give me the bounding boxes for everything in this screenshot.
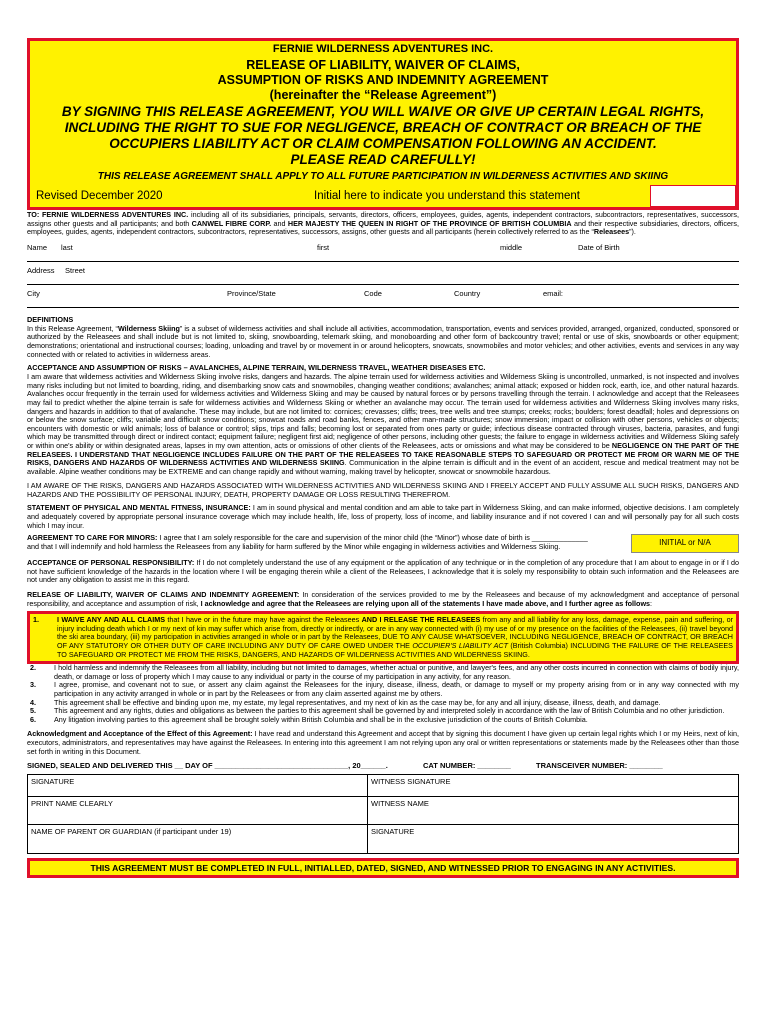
to-block bbox=[27, 211, 739, 237]
header-box bbox=[27, 38, 739, 210]
fitness-title: STATEMENT OF PHYSICAL AND MENTAL FITNESS, INSURANCE: bbox=[27, 503, 251, 513]
address-label: Address bbox=[27, 265, 55, 275]
to-text-1: including all of its subsidiaries, principals, servants, directors, officers, employees, guides, agents, independent contractors, subcontractors, representatives, successors, assigns other guests and all participants; and both bbox=[27, 210, 739, 228]
email-label: email: bbox=[543, 288, 564, 298]
list-item bbox=[30, 716, 739, 725]
warning-line-1: BY SIGNING THIS RELEASE AGREEMENT, YOU WILL WAIVE OR GIVE UP CERTAIN LEGAL RIGHTS, bbox=[61, 104, 705, 119]
warning-line-4: PLEASE READ CAREFULLY! bbox=[290, 152, 476, 167]
company-name: FERNIE WILDERNESS ADVENTURES INC. bbox=[272, 43, 494, 55]
to-canwel: CANWEL FIBRE CORP. bbox=[191, 218, 272, 228]
title-line-3: (hereinafter the “Release Agreement”) bbox=[269, 88, 497, 102]
future-note: THIS RELEASE AGREEMENT SHALL APPLY TO ALL FUTURE PARTICIPATION IN WILDERNESS ACTIVITIES AND SKIING bbox=[97, 171, 669, 182]
last-label: last bbox=[61, 242, 73, 252]
acc-tail: . Communication in the alpine terrain is difficult and in the event of an accident, rescue and medical treatment may not be available. Alpine weather conditions may be EXTREME and can change rapidly and without warning, making travel by helicopter, snowcat or snowmobile hazardous. bbox=[27, 458, 739, 476]
def-term: Wilderness Skiing bbox=[117, 323, 180, 333]
city-row[interactable] bbox=[27, 285, 739, 308]
name-row[interactable] bbox=[27, 239, 739, 262]
definitions-text bbox=[27, 325, 739, 359]
release-bold: I acknowledge and agree that the Releasees are relying upon all of the statements I have made above, and I further agree as follows bbox=[200, 598, 651, 608]
country-label: Country bbox=[454, 288, 481, 298]
item-text: This agreement and any rights, duties and obligations as between the parties to this agreement shall be governed by and interpreted solely in accordance with the law of British Columbia and no other jurisdiction. bbox=[54, 706, 725, 716]
def-post: ” is a subset of wilderness activities and shall include all activities, accommodation, transportation, events and services provided, arranged, organized, conducted, sponsored or authorized by the Releasees and shall include but is not limited to, skiing, snowboarding, telemark skiing, and monoboarding and other form of backcountry travel; rental or use of skis, snowboards or other equipment; demonstrations; orientational and instructional courses; loading, unloading and travel by or movement in or around helicopters, snowcats, snowmobiles and motor vehicles; and other activities, events and services in any way connected with or related to activities in wilderness areas. bbox=[27, 323, 739, 359]
item-text bbox=[57, 616, 733, 659]
release-body: In consideration of the services provided to me by the Releasees and because of my acknowledgment and acceptance of personal responsibility, and acceptance and assumption of risk, bbox=[27, 590, 740, 608]
item-bold: I WAIVE ANY AND ALL CLAIMS bbox=[57, 615, 166, 625]
signature-field[interactable]: SIGNATURE bbox=[28, 775, 368, 796]
item-number: 3. bbox=[30, 680, 36, 690]
ack-body: I have read and understand this Agreement and accept that by signing this document I have given up certain legal rights which I or my Heirs, next of kin, executors, administrators, and representatives may have against the Releasees. In entering into this agreement I am not relying upon any oral or written representations or statements made by the Releasees other than those set forth in writing in this Document. bbox=[27, 729, 740, 756]
terms-list bbox=[27, 664, 739, 724]
cat-number[interactable]: CAT NUMBER: ________ bbox=[423, 761, 511, 771]
minors-title: AGREEMENT TO CARE FOR MINORS: bbox=[27, 533, 158, 543]
minors-text bbox=[27, 534, 623, 553]
name-label: Name bbox=[27, 242, 48, 252]
item-text-2: from any and all liability for any loss, damage, expense, pain and suffering, or injury including death which I or my next of kin may suffer which arise from, directly or indirectly, or are in any way connected with (i) my use of or my presence on the facilities of the Releasees, (ii) travel beyond the ski area boundary, (iii) my participation in activities arranged in whole or in part by the Releasees, DUE TO ANY CAUSE WHATSOEVER, INCLUDING NEGLIGENCE, BREACH OF CONTRACT, OR BREACH OF ANY STATUTORY OR OTHER DUTY OF CARE INCLUDING ANY DUTY OF CARE OWED UNDER THE bbox=[57, 615, 734, 650]
personal-body: If I do not completely understand the use of any equipment or the application of any technique or in the completion of any procedure that I am about to engage in or if I do not have sufficient knowledge of the hazards in the location where I will be engaging therein while a client of the Releasees, I acknowledge that it is solely my responsibility to obtain such information and the Releasees are not under any obligation to assist me in this regard. bbox=[27, 558, 740, 585]
acceptance-text bbox=[27, 373, 739, 476]
signed-date[interactable]: SIGNED, SEALED AND DELIVERED THIS __ DAY OF ________________________________, 20______. bbox=[27, 761, 388, 771]
fitness-text bbox=[27, 504, 739, 530]
acc-bold: NEGLIGENCE ON THE PART OF THE RELEASEES. I UNDERSTAND THAT NEGLIGENCE INCLUDES FAILURE ON THE PART OF THE RELEASEES TO TAKE REASONABLE STEPS TO SAFEGUARD OR PROTECT ME FROM OR WARN ME OF THE RISKS, DANGERS AND HAZARDS OF WILDERNESS ACTIVITIES AND WILDERNESS SKIING bbox=[27, 440, 739, 468]
definitions-title: DEFINITIONS bbox=[27, 314, 74, 324]
street-label: Street bbox=[65, 265, 86, 275]
transceiver-number[interactable]: TRANSCEIVER NUMBER: ________ bbox=[536, 761, 663, 771]
item-text: This agreement shall be effective and binding upon me, my estate, my legal representatives, and my next of kin as the case may be, for any and all injury, disease, illness, death, and damage. bbox=[54, 697, 661, 707]
item-bold-2: AND I RELEASE THE RELEASEES bbox=[361, 615, 481, 625]
personal-title: ACCEPTANCE OF PERSONAL RESPONSIBILITY: bbox=[27, 558, 195, 568]
item-text: I agree, promise, and covenant not to sue, or assert any claim against the Releasees for the injury, disease, illness, death, or damage to myself or my property arising from or in any way connected with my participation in any activity arranged in whole or in part by the Releasees or from any claim asserted against me by others. bbox=[54, 680, 739, 698]
initial-label: Initial here to indicate you understand this statement bbox=[314, 190, 580, 202]
item-text-3: (British Columbia) INCLUDING THE FAILURE OF THE RELEASEES TO SAFEGUARD OR PROTECT ME FROM THE RISKS, DANGERS, AND HAZARDS OF WILDERNESS ACTIVITIES AND WILDERNESS SKIING. bbox=[57, 641, 733, 659]
aware-text: I AM AWARE OF THE RISKS, DANGERS AND HAZARDS ASSOCIATED WITH WILDERNESS ACTIVITIES AND WILDERNESS SKIING AND I FREELY ACCEPT AND FULLY ASSUME ALL SUCH RISKS, DANGERS AND HAZARDS AND THE POSSIBILITY OF PERSONAL INJURY, DEATH, PROPERTY DAMAGE OR LOSS RESULTING THEREFROM. bbox=[27, 481, 739, 499]
province-label: Province/State bbox=[227, 288, 276, 298]
release-title: RELEASE OF LIABILITY, WAIVER OF CLAIMS AND INDEMNITY AGREEMENT: bbox=[27, 590, 300, 600]
item-text-1: that I have or in the future may have against the Releasees bbox=[165, 615, 362, 625]
to-releasees: Releasees bbox=[593, 227, 630, 237]
item-number: 6. bbox=[30, 714, 36, 724]
def-pre: In this Release Agreement, “ bbox=[27, 323, 118, 333]
release-form bbox=[27, 38, 739, 878]
list-item bbox=[33, 616, 733, 659]
title-line-1: RELEASE OF LIABILITY, WAIVER OF CLAIMS, bbox=[246, 58, 520, 72]
personal-text bbox=[27, 559, 739, 585]
ack-title: Acknowledgment and Acceptance of the Effect of this Agreement: bbox=[27, 729, 253, 739]
item-text: Any litigation involving parties to this agreement shall be brought solely within British Columbia and shall be in the exclusive jurisdiction of the courts of British Columbia. bbox=[54, 714, 588, 724]
acc-text: I am aware that wilderness activities and Wilderness Skiing involve risks, dangers and hazards. The alpine terrain used for wilderness activities and Wilderness Skiing is uncontrolled, unmarked, is not inspected and involves many risks including but not limited to boarding, riding, and disembarking snow cats and snowmobiles, changing weather conditions; avalanches; animal attack; exposed or hidden rock, earth, ice, and other natural hazards. Avalanches occur frequently in the terrain used for wilderness activities and Wilderness Skiing and may be caused by natural forces or by persons travelling through the terrain. I acknowledge and accept that the Releasees may fail to predict whether the alpine terrain is safe for wilderness activities and Wilderness Skiing or whether an avalanche may occur. The terrain used for wilderness activities and Wilderness Skiing involves many risks, dangers and hazards in addition to that of avalanche. These may include, but are not limited to: cornices; crevasses; cliffs; trees, tree wells and tree stumps; creeks; rocks; boulders; forest deadfall; holes and depressions on or below the snow surface; cliffs; variable and difficult snow conditions; snowcat roads and road banks, fences, and other man-made structures; snow immersion; impact or collision with other persons, vehicles or objects; encounters with domestic or wild animals; loss of balance or control; slips, trips and falls; becoming lost or separated from ones party or guide; infectious disease contracted through viruses, bacteria, parasites, and fungi which may be transmitted through direct or indirect contact; equipment failure; negligent first aid; negligence of other persons, including other guests; the failure to engage in wilderness activities and Wilderness Skiing safely or within one's ability or within designated areas, lapses in my own attention, acts or omissions of other clients of the Releasees, acts or omissions and what may be considered to be bbox=[27, 372, 739, 450]
waiver-box bbox=[27, 611, 739, 664]
code-label: Code bbox=[364, 288, 382, 298]
to-lead: TO: FERNIE WILDERNESS ADVENTURES INC. bbox=[27, 210, 189, 219]
dob-label: Date of Birth bbox=[578, 242, 620, 252]
to-queen: HER MAJESTY THE QUEEN IN RIGHT OF THE PROVINCE OF BRITISH COLUMBIA bbox=[287, 218, 572, 228]
signed-line[interactable] bbox=[27, 761, 739, 770]
fitness-body: I am in sound physical and mental condition and am able to take part in Wilderness Skiing, and can make informed, objective decisions. I am completely and adequately covered by appropriate personal insurance coverage which may include health, life, loss of property, loss of income, and liability insurance and if not covered I can and will personally pay for all such costs which I may incur. bbox=[27, 503, 739, 530]
witness-signature-field[interactable]: WITNESS SIGNATURE bbox=[371, 777, 451, 787]
footer-notice: THIS AGREEMENT MUST BE COMPLETED IN FULL, INITIALLED, DATED, SIGNED, AND WITNESSED PRIOR TO ENGAGING IN ANY ACTIVITIES. bbox=[27, 858, 739, 878]
release-text bbox=[27, 591, 739, 608]
parent-signature-field[interactable]: SIGNATURE bbox=[371, 827, 415, 837]
witness-name-field[interactable]: WITNESS NAME bbox=[371, 799, 429, 809]
item-italic: OCCUPIER'S LIABILITY ACT bbox=[412, 641, 508, 650]
signature-table bbox=[27, 774, 739, 854]
minors-text-1: I agree that I am solely responsible for the care and supervision of the minor child (the “Minor”) whose date of birth is ______________ bbox=[157, 533, 588, 543]
acceptance-title: ACCEPTANCE AND ASSUMPTION OF RISKS – AVALANCHES, ALPINE TERRAIN, WILDERNESS TRAVEL, WEATHER DISEASES ETC. bbox=[27, 363, 486, 373]
item-number: 4. bbox=[30, 697, 36, 707]
release-colon: : bbox=[650, 598, 653, 608]
first-label: first bbox=[317, 242, 330, 252]
list-item bbox=[30, 681, 739, 698]
to-text-2: and their respective subsidiaries, directors, officers, employees, guides, agents, independent contractors, subcontractors, representatives, successors, assigns, other guests and all participants (herein collectively referred to as the “ bbox=[27, 218, 739, 237]
item-number: 1. bbox=[33, 615, 39, 625]
minors-initial-field[interactable]: INITIAL or N/A bbox=[631, 534, 739, 553]
item-text: I hold harmless and indemnify the Releasees from all liability, including but not limited to damages, whether actual or punitive, and lawyer's fees, and any other costs incurred in connection with claims of bodily injury, death, or damage or loss of property which I may cause to any individual or party in the course of my participation in any activity, for any reason. bbox=[54, 663, 739, 681]
initial-field[interactable] bbox=[650, 185, 736, 207]
title-line-2: ASSUMPTION OF RISKS AND INDEMNITY AGREEMENT bbox=[217, 73, 549, 87]
item-number: 5. bbox=[30, 706, 36, 716]
middle-label: middle bbox=[500, 242, 523, 252]
warning-line-3: OCCUPIERS LIABILITY ACT OR CLAIM COMPENSATION FOLLOWING AN ACCIDENT. bbox=[109, 136, 657, 151]
revised-date: Revised December 2020 bbox=[36, 190, 163, 202]
item-number: 2. bbox=[30, 663, 36, 673]
to-text-3: ”). bbox=[629, 227, 636, 237]
list-item bbox=[30, 664, 739, 681]
warning-line-2: INCLUDING THE RIGHT TO SUE FOR NEGLIGENCE, BREACH OF CONTRACT OR BREACH OF THE bbox=[64, 120, 702, 135]
acknowledgment-text bbox=[27, 730, 739, 756]
parent-name-field[interactable]: NAME OF PARENT OR GUARDIAN (if participant under 19) bbox=[28, 825, 368, 853]
minors-text-2: and that I will indemnify and hold harmless the Releasees from any liability for harm suffered by the Minor while engaging in wilderness activities and Wilderness Skiing. bbox=[27, 541, 561, 551]
revised-row bbox=[34, 185, 732, 207]
to-and: and bbox=[271, 218, 288, 228]
minors-row bbox=[27, 534, 739, 553]
address-row[interactable] bbox=[27, 262, 739, 285]
city-label: City bbox=[27, 288, 40, 298]
print-name-field[interactable]: PRINT NAME CLEARLY bbox=[28, 797, 368, 824]
